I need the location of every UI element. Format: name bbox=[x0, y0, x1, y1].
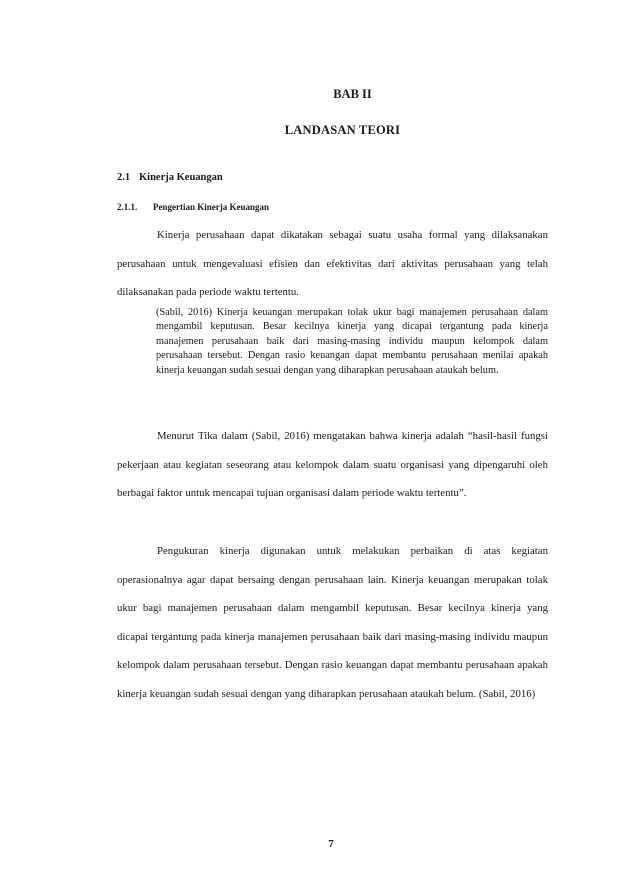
paragraph-1: Kinerja perusahaan dapat dikatakan sebagai suatu usaha formal yang dilaksanakan perusahaan untuk mengevaluasi efisien dan efektivitas dari aktivitas perusahaan yang telah dilaksanakan pada periode waktu tertentu. bbox=[117, 229, 548, 299]
page-number: 7 bbox=[328, 838, 334, 850]
paragraph-3: Pengukuran kinerja digunakan untuk melakukan perbaikan di atas kegiatan operasionalnya agar dapat bersaing dengan perusahaan lain. Kinerja keuangan merupakan tolak ukur bagi manajemen perusahaan dalam mengambil keputusan. Besar kecilnya kinerja yang dicapai tergantung pada kinerja manajemen perusahaan baik dari masing-masing individu maupun kelompok dalam perusahaan tersebut. Dengan rasio keuangan dapat membantu perusahaan apakah kinerja keuangan sudah sesuai dengan yang diharapkan perusahaan ataukah belum. (Sabil, 2016) bbox=[117, 545, 548, 700]
section-number: 2.1 bbox=[117, 172, 131, 183]
subsection-heading bbox=[117, 202, 269, 212]
section-title: Kinerja Keuangan bbox=[139, 172, 223, 183]
subsection-number: 2.1.1. bbox=[117, 202, 138, 212]
paragraph-2: Menurut Tika dalam (Sabil, 2016) mengatakan bahwa kinerja adalah “hasil-hasil fungsi pekerjaan atau kegiatan seseorang atau kelompok dalam suatu organisasi yang dipengaruhi oleh berbagai faktor untuk mencapai tujuan organisasi dalam periode waktu tertentu”. bbox=[117, 430, 548, 500]
section-heading bbox=[117, 172, 223, 183]
chapter-title: BAB II bbox=[333, 87, 372, 101]
chapter-subtitle: LANDASAN TEORI bbox=[284, 123, 401, 137]
block-quote: (Sabil, 2016) Kinerja keuangan merupakan tolak ukur bagi manajemen perusahaan dalam mengambil keputusan. Besar kecilnya kinerja yang dicapai tergantung pada kinerja manajemen perusahaan baik dari masing-masing individu maupun kelompok dalam perusahaan tersebut. Dengan rasio keuangan dapat membantu perusahaan menilai apakah kinerja keuangan sudah sesuai dengan yang diharapkan perusahaan ataukah belum. bbox=[156, 307, 548, 376]
subsection-title: Pengertian Kinerja Keuangan bbox=[153, 202, 269, 212]
